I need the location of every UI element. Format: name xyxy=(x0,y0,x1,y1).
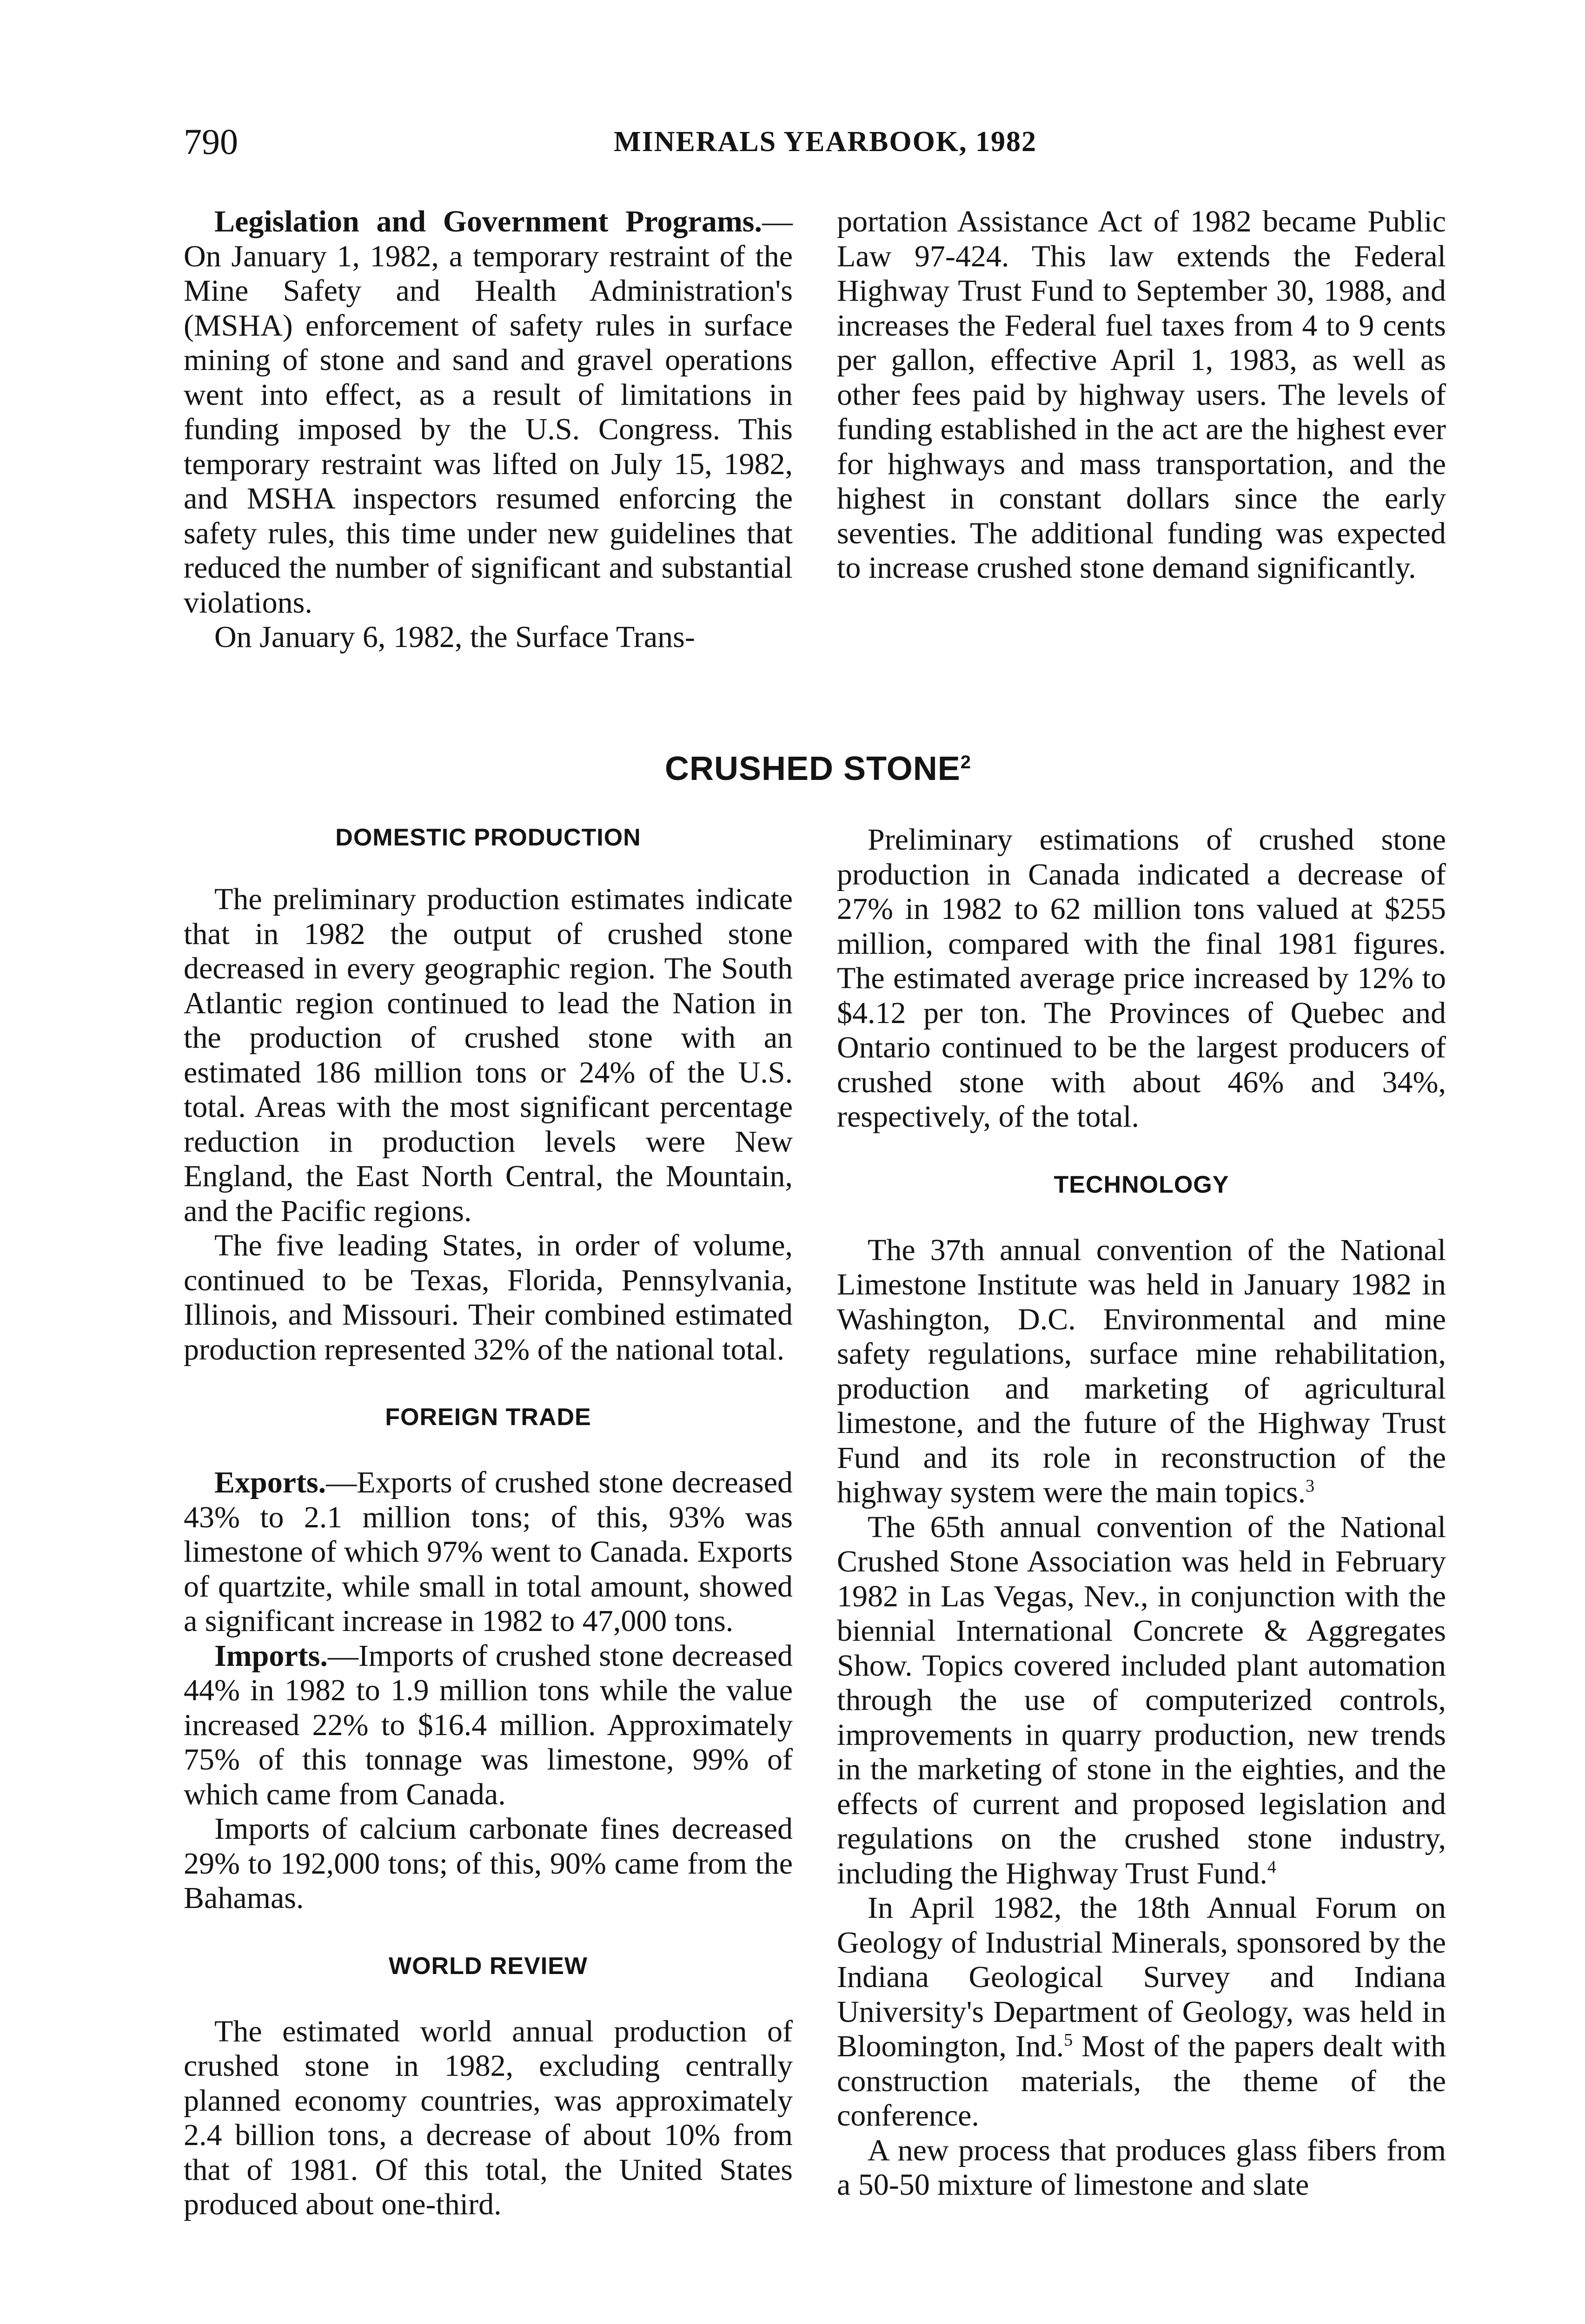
legislation-column-left xyxy=(184,205,793,655)
domestic-paragraph-1: The preliminary production estimates indicate that in 1982 the output of crushed stone decreased in every geographic region. The South Atlantic region continued to lead the Nation in the production of crushed stone with an estimated 186 million tons or 24% of the U.S. total. Areas with the most significant percentage reduction in production levels were New England, the East North Central, the Mountain, and the Pacific regions. xyxy=(184,882,793,1228)
legislation-column-right xyxy=(837,205,1446,586)
imports-paragraph xyxy=(184,1639,793,1812)
imports-text: —Imports of crushed stone decreased 44% in 1982 to 1.9 million tons while the value increased 22% to $16.4 million. Approximately 75% of this tonnage was limestone, 99% of which came from Canada. xyxy=(184,1638,793,1811)
right-column xyxy=(837,823,1446,2203)
foreign-trade-heading: FOREIGN TRADE xyxy=(385,1404,591,1431)
world-review-paragraph: The estimated world annual production of crushed stone in 1982, excluding centrally planned economy countries, was approximately 2.4 billion tons, a decrease of about 10% from that of 1981. Of this total, the United States produced about one-third. xyxy=(184,2014,793,2221)
technology-paragraph-2 xyxy=(837,1510,1446,1891)
technology-paragraph-1 xyxy=(837,1233,1446,1510)
running-head: MINERALS YEARBOOK, 1982 xyxy=(613,126,1037,158)
chapter-title-text: CRUSHED STONE xyxy=(665,750,961,787)
technology-paragraph-3 xyxy=(837,1891,1446,2133)
chapter-title xyxy=(665,739,971,792)
footnote-marker-4: 4 xyxy=(1267,1857,1276,1877)
exports-text: —Exports of crushed stone decreased 43% to 2.1 million tons; of this, 93% was limestone of which 97% went to Canada. Exports of quartzite, while small in total amount, showed a significant increase in 1982 to 47,000 tons. xyxy=(184,1466,793,1638)
world-review-heading: WORLD REVIEW xyxy=(389,1952,588,1980)
technology-text-2: The 65th annual convention of the National Crushed Stone Association was held in February 1982 in Las Vegas, Nev., in conjunction with the biennial International Concrete & Aggregates Show. Topics covered included plant automation through the use of computerized controls, improvements in quarry production, new trends in the marketing of stone in the eighties, and the effects of current and proposed legislation and regulations on the crushed stone industry, including the Highway Trust Fund. xyxy=(837,1510,1446,1890)
technology-text-1: The 37th annual convention of the National Limestone Institute was held in January 1982 in Washington, D.C. Environmental and mine safety regulations, surface mine rehabilitation, production and marketing of agricultural limestone, and the future of the Highway Trust Fund and its role in reconstruction of the highway system were the main topics. xyxy=(837,1233,1446,1509)
technology-text-3b: Most of the papers dealt with construction materials, the theme of the conference. xyxy=(837,2029,1446,2133)
canada-paragraph: Preliminary estimations of crushed stone production in Canada indicated a decrease of 27% in 1982 to 62 million tons valued at $255 million, compared with the final 1981 figures. The estimated average price increased by 12% to $4.12 per ton. The Provinces of Quebec and Ontario continued to be the largest producers of crushed stone with about 46% and 34%, respectively, of the total. xyxy=(837,823,1446,1134)
technology-text-3a: In April 1982, the 18th Annual Forum on Geology of Industrial Minerals, sponsored by the Indiana Geological Survey and Indiana University's Department of Geology, was held in Bloomington, Ind. xyxy=(837,1891,1446,2063)
footnote-marker-3: 3 xyxy=(1306,1476,1315,1496)
technology-heading: TECHNOLOGY xyxy=(1054,1171,1229,1198)
domestic-production-heading: DOMESTIC PRODUCTION xyxy=(335,824,641,851)
surface-transportation-paragraph-start: On January 6, 1982, the Surface Trans- xyxy=(214,620,695,654)
page-number: 790 xyxy=(184,121,238,162)
technology-paragraph-4: A new process that produces glass fibers from a 50-50 mixture of limestone and slate xyxy=(837,2133,1446,2202)
surface-transportation-paragraph-cont: portation Assistance Act of 1982 became Public Law 97-424. This law extends the Federal Highway Trust Fund to September 30, 1988, and increases the Federal fuel taxes from 4 to 9 cents per gallon, effective April 1, 1983, as well as other fees paid by highway users. The levels of funding established in the act are the highest ever for highways and mass transportation, and the highest in constant dollars since the early seventies. The additional funding was expected to increase crushed stone demand significantly. xyxy=(837,205,1446,585)
calcium-carbonate-paragraph: Imports of calcium carbonate fines decreased 29% to 192,000 tons; of this, 90% came from the Bahamas. xyxy=(184,1812,793,1915)
exports-paragraph xyxy=(184,1466,793,1639)
domestic-paragraph-2: The five leading States, in order of volume, continued to be Texas, Florida, Pennsylvania, Illinois, and Missouri. Their combined estimated production represented 32% of the national total. xyxy=(184,1228,793,1367)
legislation-paragraph xyxy=(184,205,793,620)
chapter-footnote-marker: 2 xyxy=(960,752,972,772)
legislation-text: —On January 1, 1982, a temporary restraint of the Mine Safety and Health Administration's (MSHA) enforcement of safety rules in surface mining of stone and sand and gravel operations went into effect, as a result of limitations in funding imposed by the U.S. Congress. This temporary restraint was lifted on July 15, 1982, and MSHA inspectors resumed enforcing the safety rules, this time under new guidelines that reduced the number of significant and substantial violations. xyxy=(184,205,793,620)
footnote-marker-5: 5 xyxy=(1064,2030,1073,2050)
left-column xyxy=(184,823,793,2222)
imports-label: Imports. xyxy=(214,1638,328,1673)
exports-label: Exports. xyxy=(214,1466,326,1499)
legislation-heading: Legislation and Government Programs. xyxy=(214,205,762,238)
page-header xyxy=(184,119,1467,165)
